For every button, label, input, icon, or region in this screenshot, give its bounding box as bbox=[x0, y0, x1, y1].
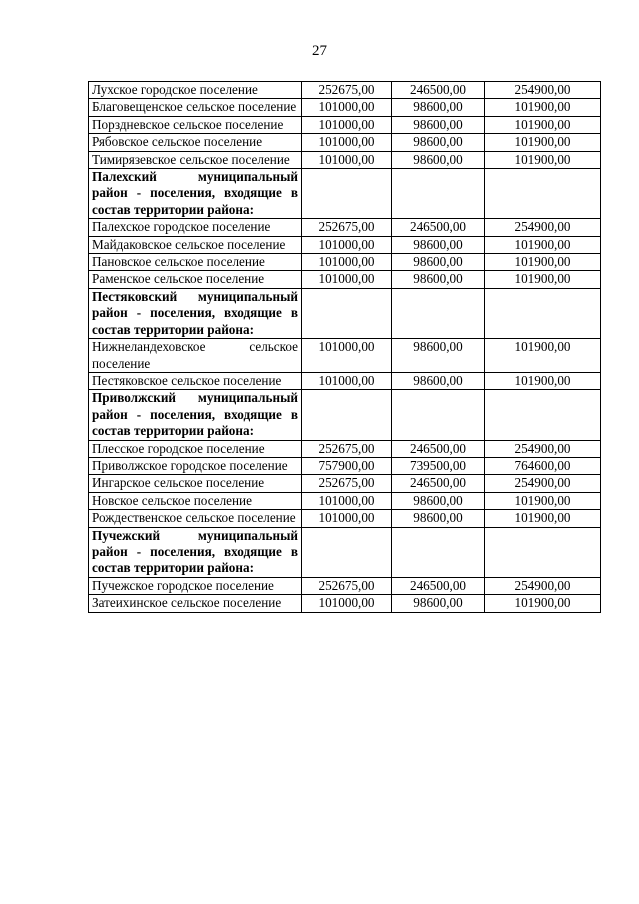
district-header-row bbox=[89, 288, 601, 338]
page-number: 27 bbox=[312, 43, 327, 59]
settlement-name-cell: Рябовское сельское поселение bbox=[89, 134, 302, 151]
settlement-name-cell: Благовещенское сельское поселение bbox=[89, 99, 302, 116]
district-name-cell: Пучежский муниципальный район - поселения, входящие в состав территории района: bbox=[89, 527, 302, 577]
amount-cell-3: 254900,00 bbox=[485, 577, 601, 594]
table-row bbox=[89, 236, 601, 253]
amount-cell-1: 252675,00 bbox=[302, 440, 392, 457]
amount-cell-1: 252675,00 bbox=[302, 577, 392, 594]
amount-cell-1: 101000,00 bbox=[302, 99, 392, 116]
amount-cell-2 bbox=[392, 288, 485, 338]
table-row bbox=[89, 116, 601, 133]
amount-cell-2: 98600,00 bbox=[392, 595, 485, 612]
table-row bbox=[89, 82, 601, 99]
amount-cell-1: 252675,00 bbox=[302, 475, 392, 492]
table-row bbox=[89, 492, 601, 509]
settlement-name-cell: Нижнеландеховское сельское поселение bbox=[89, 339, 302, 373]
amount-cell-2: 246500,00 bbox=[392, 577, 485, 594]
table-row bbox=[89, 99, 601, 116]
amount-cell-2 bbox=[392, 390, 485, 440]
amount-cell-2: 246500,00 bbox=[392, 82, 485, 99]
amount-cell-2: 98600,00 bbox=[392, 151, 485, 168]
amount-cell-3: 254900,00 bbox=[485, 475, 601, 492]
amount-cell-1: 101000,00 bbox=[302, 595, 392, 612]
amount-cell-1: 101000,00 bbox=[302, 134, 392, 151]
amount-cell-2: 98600,00 bbox=[392, 492, 485, 509]
amount-cell-3: 101900,00 bbox=[485, 254, 601, 271]
amount-cell-2: 98600,00 bbox=[392, 271, 485, 288]
amount-cell-1: 252675,00 bbox=[302, 219, 392, 236]
amount-cell-1: 101000,00 bbox=[302, 510, 392, 527]
table-row bbox=[89, 254, 601, 271]
amount-cell-1: 252675,00 bbox=[302, 82, 392, 99]
amount-cell-1 bbox=[302, 169, 392, 219]
district-name-cell: Пестяковский муниципальный район - поселения, входящие в состав территории района: bbox=[89, 288, 302, 338]
amount-cell-3: 101900,00 bbox=[485, 134, 601, 151]
amount-cell-2: 246500,00 bbox=[392, 475, 485, 492]
district-name-cell: Приволжский муниципальный район - поселения, входящие в состав территории района: bbox=[89, 390, 302, 440]
settlement-name-cell: Порздневское сельское поселение bbox=[89, 116, 302, 133]
table-row bbox=[89, 475, 601, 492]
amount-cell-1: 101000,00 bbox=[302, 339, 392, 373]
district-header-row bbox=[89, 527, 601, 577]
settlement-name-cell: Ингарское сельское поселение bbox=[89, 475, 302, 492]
table-row bbox=[89, 271, 601, 288]
table-row bbox=[89, 457, 601, 474]
amount-cell-1: 101000,00 bbox=[302, 236, 392, 253]
amount-cell-3: 101900,00 bbox=[485, 151, 601, 168]
amount-cell-3: 101900,00 bbox=[485, 116, 601, 133]
amount-cell-3 bbox=[485, 527, 601, 577]
settlement-name-cell: Новское сельское поселение bbox=[89, 492, 302, 509]
amount-cell-3 bbox=[485, 288, 601, 338]
amount-cell-2: 98600,00 bbox=[392, 236, 485, 253]
table-row bbox=[89, 510, 601, 527]
amount-cell-3 bbox=[485, 169, 601, 219]
settlement-name-cell: Раменское сельское поселение bbox=[89, 271, 302, 288]
amount-cell-3 bbox=[485, 390, 601, 440]
settlement-name-cell: Пестяковское сельское поселение bbox=[89, 372, 302, 389]
amount-cell-3: 254900,00 bbox=[485, 219, 601, 236]
amount-cell-2: 98600,00 bbox=[392, 510, 485, 527]
amount-cell-3: 101900,00 bbox=[485, 492, 601, 509]
amount-cell-1: 101000,00 bbox=[302, 254, 392, 271]
table-row bbox=[89, 219, 601, 236]
amount-cell-1: 101000,00 bbox=[302, 116, 392, 133]
table-row bbox=[89, 372, 601, 389]
amount-cell-3: 101900,00 bbox=[485, 271, 601, 288]
district-name-cell: Палехский муниципальный район - поселения, входящие в состав территории района: bbox=[89, 169, 302, 219]
table-row bbox=[89, 595, 601, 612]
amount-cell-3: 101900,00 bbox=[485, 339, 601, 373]
settlement-name-cell: Плесское городское поселение bbox=[89, 440, 302, 457]
settlement-name-cell: Лухское городское поселение bbox=[89, 82, 302, 99]
amount-cell-2 bbox=[392, 527, 485, 577]
table-row bbox=[89, 134, 601, 151]
amount-cell-1: 101000,00 bbox=[302, 151, 392, 168]
settlements-table bbox=[88, 81, 601, 613]
amount-cell-1: 101000,00 bbox=[302, 492, 392, 509]
amount-cell-3: 254900,00 bbox=[485, 82, 601, 99]
amount-cell-2: 246500,00 bbox=[392, 219, 485, 236]
amount-cell-1: 101000,00 bbox=[302, 271, 392, 288]
amount-cell-1 bbox=[302, 288, 392, 338]
settlement-name-cell: Палехское городское поселение bbox=[89, 219, 302, 236]
settlement-name-cell: Пучежское городское поселение bbox=[89, 577, 302, 594]
district-header-row bbox=[89, 390, 601, 440]
amount-cell-2 bbox=[392, 169, 485, 219]
district-header-row bbox=[89, 169, 601, 219]
amount-cell-2: 98600,00 bbox=[392, 372, 485, 389]
amount-cell-3: 101900,00 bbox=[485, 595, 601, 612]
amount-cell-2: 739500,00 bbox=[392, 457, 485, 474]
table-row bbox=[89, 151, 601, 168]
amount-cell-3: 101900,00 bbox=[485, 99, 601, 116]
amount-cell-2: 98600,00 bbox=[392, 99, 485, 116]
table-row bbox=[89, 577, 601, 594]
table-row bbox=[89, 440, 601, 457]
amount-cell-2: 98600,00 bbox=[392, 254, 485, 271]
amount-cell-3: 101900,00 bbox=[485, 510, 601, 527]
settlement-name-cell: Тимирязевское сельское поселение bbox=[89, 151, 302, 168]
amount-cell-3: 764600,00 bbox=[485, 457, 601, 474]
amount-cell-2: 246500,00 bbox=[392, 440, 485, 457]
settlement-name-cell: Пановское сельское поселение bbox=[89, 254, 302, 271]
amount-cell-3: 101900,00 bbox=[485, 372, 601, 389]
settlement-name-cell: Рождественское сельское поселение bbox=[89, 510, 302, 527]
table-row bbox=[89, 339, 601, 373]
amount-cell-1: 101000,00 bbox=[302, 372, 392, 389]
amount-cell-1 bbox=[302, 390, 392, 440]
amount-cell-3: 254900,00 bbox=[485, 440, 601, 457]
amount-cell-3: 101900,00 bbox=[485, 236, 601, 253]
amount-cell-2: 98600,00 bbox=[392, 339, 485, 373]
settlement-name-cell: Майдаковское сельское поселение bbox=[89, 236, 302, 253]
amount-cell-1 bbox=[302, 527, 392, 577]
amount-cell-1: 757900,00 bbox=[302, 457, 392, 474]
amount-cell-2: 98600,00 bbox=[392, 116, 485, 133]
settlement-name-cell: Приволжское городское поселение bbox=[89, 457, 302, 474]
settlement-name-cell: Затеихинское сельское поселение bbox=[89, 595, 302, 612]
amount-cell-2: 98600,00 bbox=[392, 134, 485, 151]
